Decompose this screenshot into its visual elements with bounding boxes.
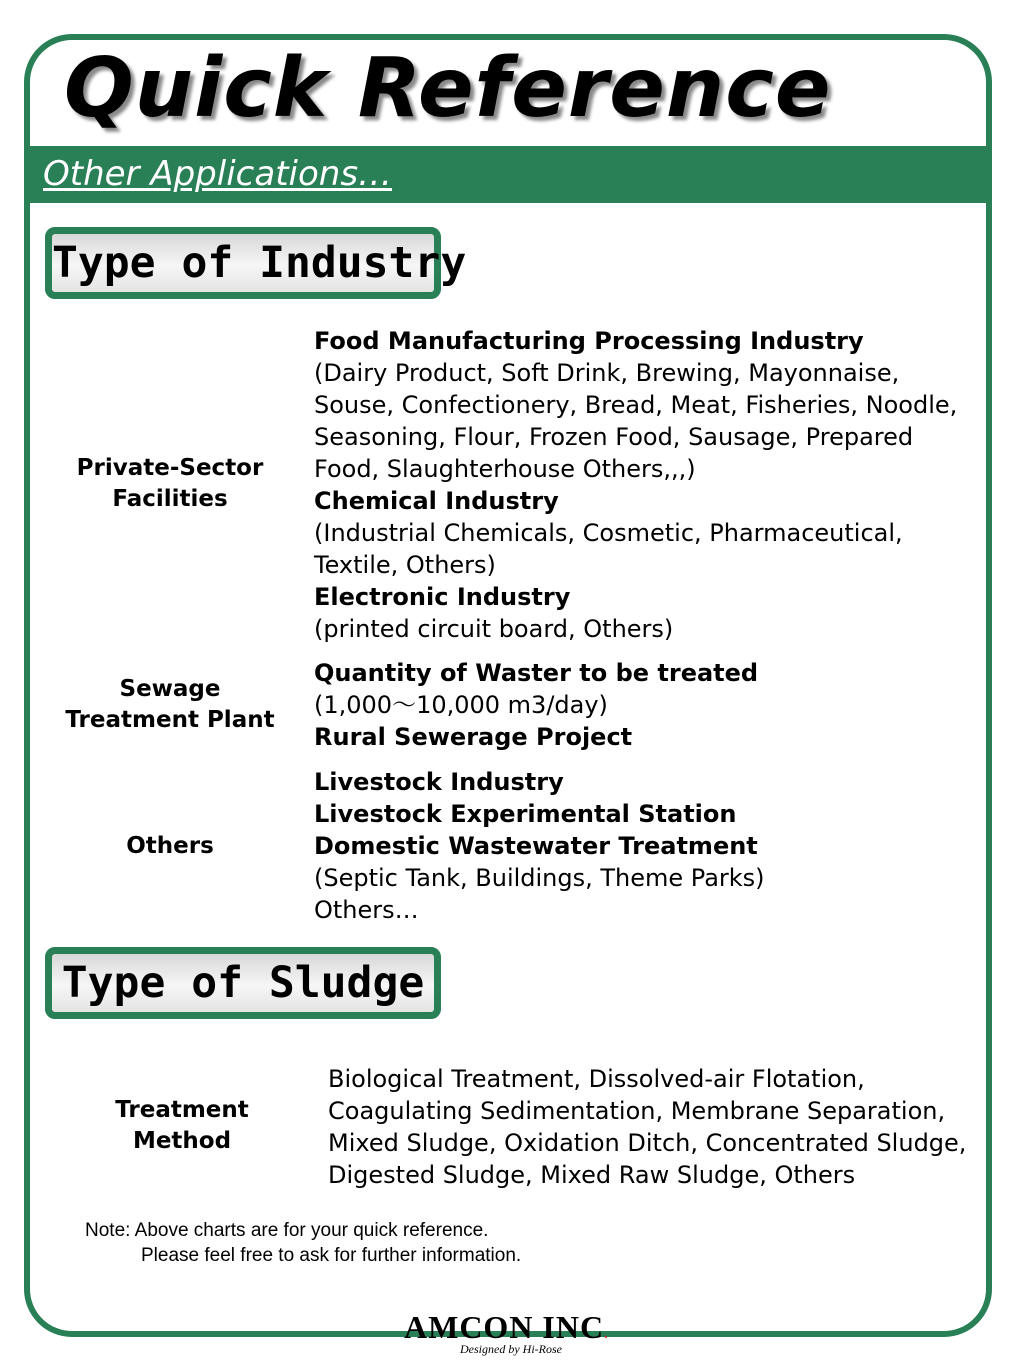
content-line: Coagulating Sedimentation, Membrane Separation, [328, 1097, 946, 1125]
industry-label-private [60, 453, 280, 515]
sludge-heading-box [45, 947, 441, 1019]
content-line: (Septic Tank, Buildings, Theme Parks) [314, 864, 765, 892]
content-line: Seasoning, Flour, Frozen Food, Sausage, Prepared [314, 423, 914, 451]
content-line: (Industrial Chemicals, Cosmetic, Pharmaceutical, [314, 519, 903, 547]
content-line: Souse, Confectionery, Bread, Meat, Fisheries, Noodle, [314, 391, 958, 419]
subtitle-band [30, 146, 992, 203]
industry-label-sewage [55, 674, 285, 736]
logo-text: AMCON INC [404, 1309, 605, 1345]
content-line: Livestock Industry [314, 768, 564, 796]
label-line: Others [126, 833, 214, 859]
note [85, 1218, 521, 1268]
sludge-heading: Type of Sludge [61, 958, 425, 1008]
subtitle: Other Applications… [43, 154, 393, 194]
logo-dot: . [604, 1327, 609, 1342]
content-line: Electronic Industry [314, 583, 571, 611]
content-line: Digested Sludge, Mixed Raw Sludge, Others [328, 1161, 856, 1189]
content-line: Quantity of Waster to be treated [314, 659, 759, 687]
label-line: Method [132, 1128, 232, 1154]
note-line-2: Please feel free to ask for further information. [141, 1245, 522, 1266]
industry-heading: Type of Industry [52, 238, 467, 288]
note-line-1: Note: Above charts are for your quick reference. [85, 1220, 489, 1241]
industry-label-others [60, 831, 280, 862]
content-line: Chemical Industry [314, 487, 559, 515]
content-line: Others… [314, 896, 419, 924]
content-line: Textile, Others) [314, 551, 496, 579]
designer-credit: Designed by Hi-Rose [460, 1342, 562, 1356]
content-line: Food, Slaughterhouse Others,,,) [314, 455, 696, 483]
industry-content-private [314, 325, 957, 645]
sludge-content-treatment [328, 1063, 966, 1191]
page-title: Quick Reference [64, 41, 832, 136]
sludge-label-treatment [72, 1095, 292, 1157]
content-line: Mixed Sludge, Oxidation Ditch, Concentrated Sludge, [328, 1129, 967, 1157]
content-line: Food Manufacturing Processing Industry [314, 327, 864, 355]
content-line: Rural Sewerage Project [314, 723, 633, 751]
label-line: Treatment Plant [65, 707, 275, 733]
content-line: (Dairy Product, Soft Drink, Brewing, Mayonnaise, [314, 359, 900, 387]
content-line: (1,000～10,000 m3/day) [314, 691, 608, 719]
label-line: Treatment [115, 1097, 249, 1123]
content-line: Livestock Experimental Station [314, 800, 737, 828]
label-line: Private-Sector [76, 455, 264, 481]
industry-content-others [314, 766, 765, 926]
label-line: Sewage [119, 676, 221, 702]
content-line: (printed circuit board, Others) [314, 615, 674, 643]
content-line: Biological Treatment, Dissolved-air Flotation, [328, 1065, 865, 1093]
industry-heading-box [45, 227, 467, 299]
label-line: Facilities [112, 486, 228, 512]
industry-content-sewage [314, 657, 758, 753]
content-line: Domestic Wastewater Treatment [314, 832, 758, 860]
